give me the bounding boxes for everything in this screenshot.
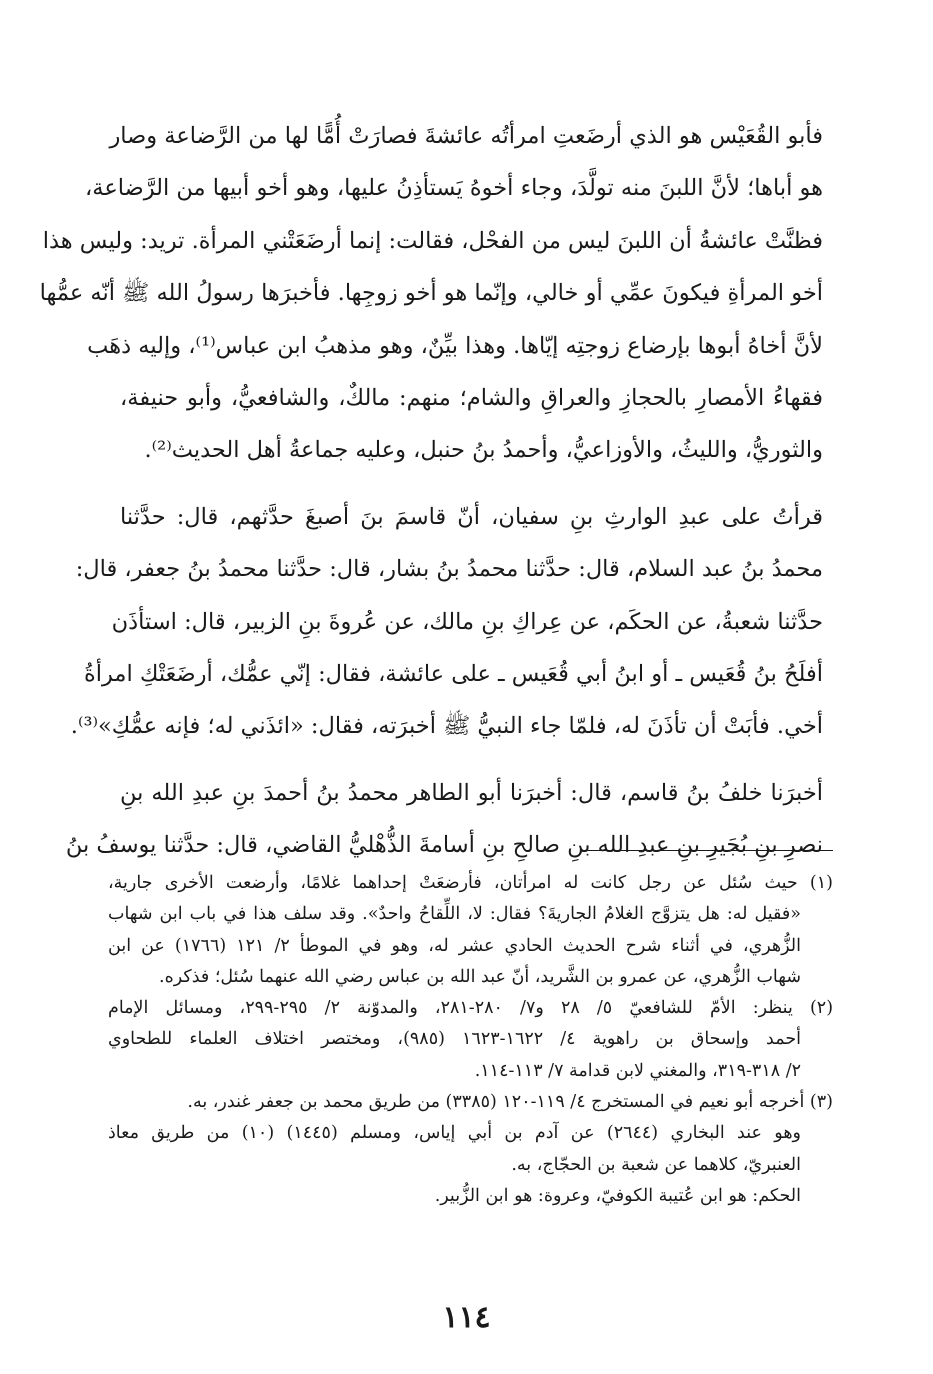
footnote-line: «فقيل له: هل يتزوَّج الغلامُ الجاريةَ؟ فقال: لا، اللِّقاحُ واحدٌ». وقد سلف هذا في باب ابن شهاب [108,904,801,925]
main-text-line: قرأتُ على عبدِ الوارثِ بنِ سفيان، أنّ قاسمَ بنَ أصبغَ حدَّثهم، قال: حدَّثنا [120,503,823,530]
footnote-line: ٢/ ٣١٨-٣١٩، والمغني لابن قدامة ٧/ ١١٣-١١٤. [474,1060,801,1081]
footnote-line: أحمد وإسحاق بن راهوية ٤/ ١٦٢٢-١٦٢٣ (٩٨٥)، ومختصر اختلاف العلماء للطحاوي [108,1029,801,1050]
main-text-line: فظنَّتْ عائشةُ أن اللبنَ ليس من الفحْل، فقالت: إنما أرضَعَتْني المرأة. تريد: وليس هذا [42,227,823,254]
main-text-line: أخي. فأبَتْ أن تأذَنَ له، فلمّا جاء النبيُّ ﷺ أخبرَته، فقال: «ائذَني له؛ فإنه عمُّكِ»⁽³⁾. [70,713,823,740]
main-text-line: فقهاءُ الأمصارِ بالحجازِ والعراقِ والشام؛ منهم: مالكٌ، والشافعيُّ، وأبو حنيفة، [120,384,823,411]
footnote-line: (٢) ينظر: الأمّ للشافعيّ ٥/ ٢٨ و٧/ ٢٨٠-٢٨١، والمدوّنة ٢/ ٢٩٥-٢٩٩، ومسائل الإمام [108,998,834,1019]
paragraph-gap [120,753,823,767]
footnote-line: شهاب الزُّهري، عن عمرو بن الشَّريد، أنّ عبد الله بن عباس رضي الله عنهما سُئل؛ فذكره. [159,966,801,987]
main-text [39,110,823,871]
footnotes [108,868,833,1212]
main-text-line: أفلَحُ بنُ قُعَيس ـ أو ابنُ أبي قُعَيس ـ على عائشة، فقال: إنّي عمُّك، أرضَعَتْكِ امرأةُ [83,660,823,687]
page-number: ١١٤ [442,1300,491,1335]
main-text-line: لأنَّ أخاهُ أبوها بإرضاع زوجتِه إيّاها. وهذا بيِّنٌ، وهو مذهبُ ابن عباس⁽¹⁾، وإليه ذهَب [87,332,823,359]
footnote-line: الزُّهري، في أثناء شرح الحديث الحادي عشر له، وهو في الموطأ ٢/ ١٢١ (١٧٦٦) عن ابن [108,935,801,956]
main-text-line: نصرِ بنِ بُجَيرِ بنِ عبدِ الله بنِ صالحِ بنِ أسامةَ الذُّهْليُّ القاضي، قال: حدَّثنا يوسفُ بنُ [65,832,823,859]
main-text-line: حدَّثنا شعبةُ، عن الحكَم، عن عِراكِ بنِ مالك، عن عُروةَ بنِ الزبير، قال: استأذَن [111,608,823,635]
footnote-line: (٣) أخرجه أبو نعيم في المستخرج ٤/ ١١٩-١٢٠ (٣٣٨٥) من طريق محمد بن جعفر غندر، به. [187,1092,833,1113]
main-text-line: محمدُ بنُ عبد السلام، قال: حدَّثنا محمدُ بنُ بشار، قال: حدَّثنا محمدُ بنُ جعفر، قال: [75,556,823,583]
footnote-line: وهو عند البخاري (٢٦٤٤) عن آدم بن أبي إياس، ومسلم (١٤٤٥) (١٠) من طريق معاذ [108,1123,802,1144]
footnote-line: الحكم: هو ابن عُتيبة الكوفيّ، وعروة: هو ابن الزُّبير. [434,1185,801,1206]
footnote-line: العنبريّ، كلاهما عن شعبة بن الحجّاج، به. [511,1154,801,1175]
main-text-line: فأبو القُعَيْس هو الذي أرضَعتِ امرأتُه عائشةَ فصارَتْ أُمًّا لها من الرَّضاعة وصار [109,123,823,149]
main-text-line: أخبرَنا خلفُ بنُ قاسم، قال: أخبرَنا أبو الطاهر محمدُ بنُ أحمدَ بنِ عبدِ الله بنِ [120,779,823,806]
paragraph-gap [120,477,823,491]
main-text-line: هو أباها؛ لأنَّ اللبنَ منه تولَّدَ، وجاء أخوهُ يَستأذِنُ عليها، وهو أخو أبيها من الرَّضاعة، [85,175,823,202]
footnote-separator [580,850,833,851]
footnote-line: (١) حيث سُئل عن رجل كانت له امرأتان، فأرضعَتْ إحداهما غلامًا، وأرضعت الأخرى جارية، [108,873,833,893]
main-text-line: أخو المرأةِ فيكونَ عمِّي أو خالي، وإنّما هو أخو زوجِها. فأخبرَها رسولُ الله ﷺ أنّه عمُّها [39,280,823,307]
main-text-line: والثوريُّ، والليثُ، والأوزاعيُّ، وأحمدُ بنُ حنبل، وعليه جماعةُ أهل الحديث⁽²⁾. [144,437,823,464]
